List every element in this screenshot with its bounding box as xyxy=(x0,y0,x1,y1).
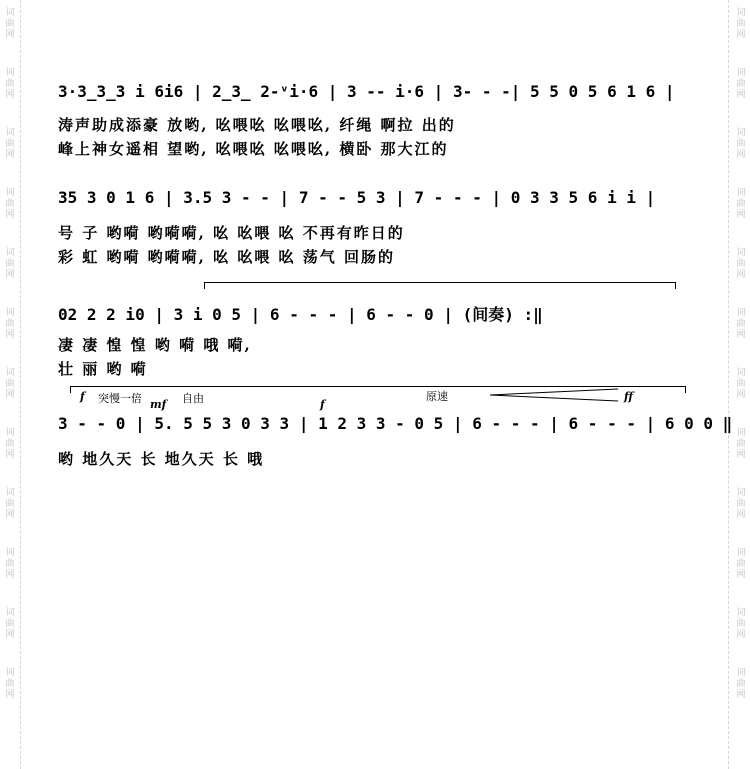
volta-bracket xyxy=(204,282,676,289)
tempo-original-label: 原速 xyxy=(426,391,448,403)
watermark-text: 词 曲 网 xyxy=(5,308,15,340)
watermark-text: 词 曲 网 xyxy=(736,428,746,460)
watermark-text: 词 曲 网 xyxy=(5,548,15,580)
watermark-text: 词 曲 网 xyxy=(5,248,15,280)
dynamic-ff: ff xyxy=(624,390,634,403)
notation-row-3: 02 2 2 i0 | 3 i 0 5 | 6 - - - | 6 - - 0 | (间奏) :‖ xyxy=(58,305,543,324)
sheet-music xyxy=(58,0,733,769)
watermark-text: 词 曲 网 xyxy=(736,248,746,280)
lyrics-row-4-verse-1: 哟 地久天 长 地久天 长 哦 xyxy=(58,450,265,468)
notation-row-4: 3 - - 0 | 5. 5 5 3 0 3 3 | 1 2 3 3 - 0 5 | 6 - - - | 6 - - - | 6 0 0 ‖ xyxy=(58,414,733,433)
watermark-text: 词 曲 网 xyxy=(736,188,746,220)
watermark-text: 词 曲 网 xyxy=(736,128,746,160)
watermark-text: 词 曲 网 xyxy=(5,188,15,220)
watermark-text: 词 曲 网 xyxy=(5,428,15,460)
lyrics-row-1-verse-2: 峰上神女遥相 望哟, 吆喂吆 吆喂吆, 横卧 那大江的 xyxy=(58,140,449,158)
lyrics-row-1-verse-1: 涛声助成添豪 放哟, 吆喂吆 吆喂吆, 纤绳 啊拉 出的 xyxy=(58,116,456,134)
watermark-text: 词 曲 网 xyxy=(5,128,15,160)
dynamic-f: f xyxy=(80,390,85,403)
dynamic-f-2: f xyxy=(320,398,325,411)
tempo-slow-label: 突慢一倍 xyxy=(98,393,142,405)
watermark-text: 词 曲 网 xyxy=(736,488,746,520)
dynamic-mf: mf xyxy=(150,398,167,411)
watermark-text: 词 曲 网 xyxy=(5,8,15,40)
watermark-text: 词 曲 网 xyxy=(5,368,15,400)
lyrics-row-2-verse-1: 号 子 哟嗬 哟嗬嗬, 吆 吆喂 吆 不再有昨日的 xyxy=(58,224,405,242)
watermark-text: 词 曲 网 xyxy=(736,668,746,700)
watermark-text: 词 曲 网 xyxy=(5,68,15,100)
lyrics-row-3-verse-1: 凄 凄 惶 惶 哟 嗬 哦 嗬, xyxy=(58,336,252,354)
watermark-text: 词 曲 网 xyxy=(736,368,746,400)
watermark-text: 词 曲 网 xyxy=(736,548,746,580)
lyrics-row-2-verse-2: 彩 虹 哟嗬 哟嗬嗬, 吆 吆喂 吆 荡气 回肠的 xyxy=(58,248,396,266)
notation-row-2: 35 3 0 1 6 | 3.5 3 - - | 7 - - 5 3 | 7 - - - | 0 3 3 5 6 i i | xyxy=(58,188,656,207)
watermark-text: 词 曲 网 xyxy=(736,308,746,340)
watermark-text: 词 曲 网 xyxy=(5,608,15,640)
watermark-text: 词 曲 网 xyxy=(736,608,746,640)
crescendo-hairpin xyxy=(490,388,620,402)
tempo-free-label: 自由 xyxy=(182,393,204,405)
lyrics-row-3-verse-2: 壮 丽 哟 嗬 xyxy=(58,360,148,378)
watermark-text: 词 曲 网 xyxy=(736,68,746,100)
watermark-text: 词 曲 网 xyxy=(5,668,15,700)
watermark-text: 词 曲 网 xyxy=(5,488,15,520)
notation-row-1: 3·3̲3̲3 i 6i6 | 2̲3̲ 2-ᵛi·6 | 3 -- i·6 | 3- - -| 5 5 0 5 6 1 6 | xyxy=(58,82,675,101)
watermark-text: 词 曲 网 xyxy=(736,8,746,40)
